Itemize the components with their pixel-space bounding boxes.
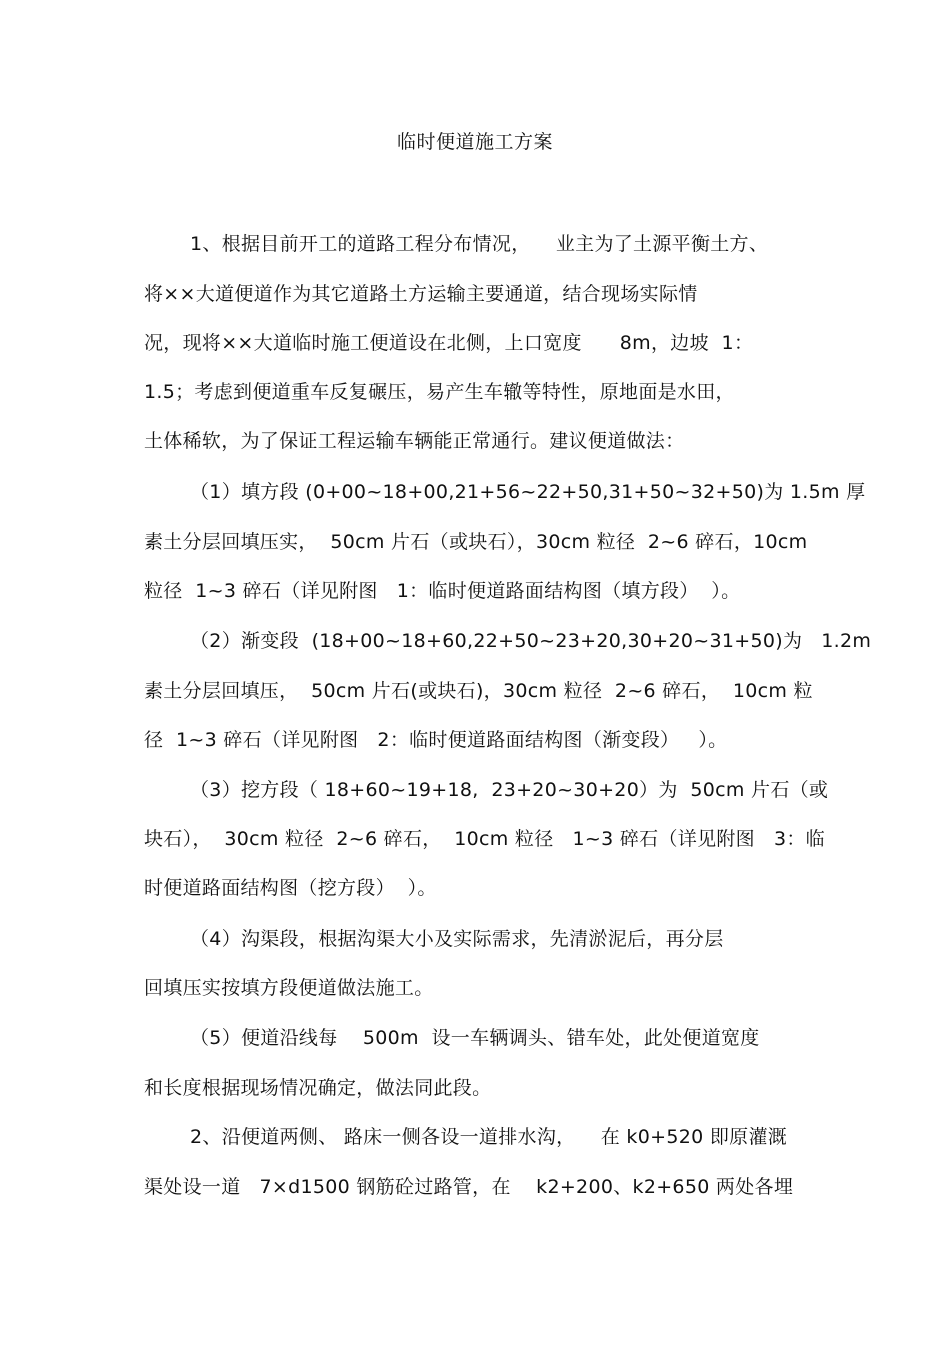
paragraph-line: （1）填方段 (0+00~18+00,21+56~22+50,31+50~32+50)为 1.5m 厚 — [190, 481, 866, 503]
paragraph-line: 回填压实按填方段便道做法施工。 — [144, 977, 434, 999]
paragraph-line: （5）便道沿线每 500m 设一车辆调头、错车处，此处便道宽度 — [190, 1027, 760, 1049]
paragraph-line: （2）渐变段 (18+00~18+60,22+50~23+20,30+20~31+50)为 1.2m — [190, 630, 872, 652]
paragraph-line: 况，现将××大道临时施工便道设在北侧，上口宽度 8m，边坡 1： — [144, 332, 754, 354]
paragraph-line: 块石）， 30cm 粒径 2~6 碎石， 10cm 粒径 1~3 碎石（详见附图 3：临 — [144, 828, 825, 850]
paragraph-line: 和长度根据现场情况确定，做法同此段。 — [144, 1077, 492, 1099]
paragraph-line: （4）沟渠段，根据沟渠大小及实际需求，先清淤泥后，再分层 — [190, 928, 724, 950]
paragraph-line: 时便道路面结构图（挖方段） ）。 — [144, 877, 437, 899]
paragraph-line: 1、根据目前开工的道路工程分布情况， 业主为了土源平衡土方、 — [190, 233, 769, 255]
paragraph-line: 粒径 1~3 碎石（详见附图 1：临时便道路面结构图（填方段） ）。 — [144, 580, 741, 602]
paragraph-line: 将××大道便道作为其它道路土方运输主要通道，结合现场实际情 — [144, 283, 698, 305]
paragraph-line: （3）挖方段（ 18+60~19+18, 23+20~30+20）为 50cm 片石（或 — [190, 779, 829, 801]
paragraph-line: 2、沿便道两侧、 路床一侧各设一道排水沟， 在 k0+520 即原灌溉 — [190, 1126, 788, 1148]
paragraph-line: 1.5；考虑到便道重车反复碾压，易产生车辙等特性，原地面是水田， — [144, 381, 735, 403]
paragraph-line: 素土分层回填压实， 50cm 片石（或块石），30cm 粒径 2~6 碎石，10cm — [144, 531, 808, 553]
paragraph-line: 土体稀软，为了保证工程运输车辆能正常通行。建议便道做法： — [144, 430, 685, 452]
paragraph-line: 素土分层回填压， 50cm 片石(或块石)，30cm 粒径 2~6 碎石， 10cm 粒 — [144, 680, 813, 702]
paragraph-line: 渠处设一道 7×d1500 钢筋砼过路管，在 k2+200、k2+650 两处各埋 — [144, 1176, 794, 1198]
paragraph-line: 径 1~3 碎石（详见附图 2：临时便道路面结构图（渐变段） ）。 — [144, 729, 728, 751]
document-title: 临时便道施工方案 — [396, 131, 553, 153]
